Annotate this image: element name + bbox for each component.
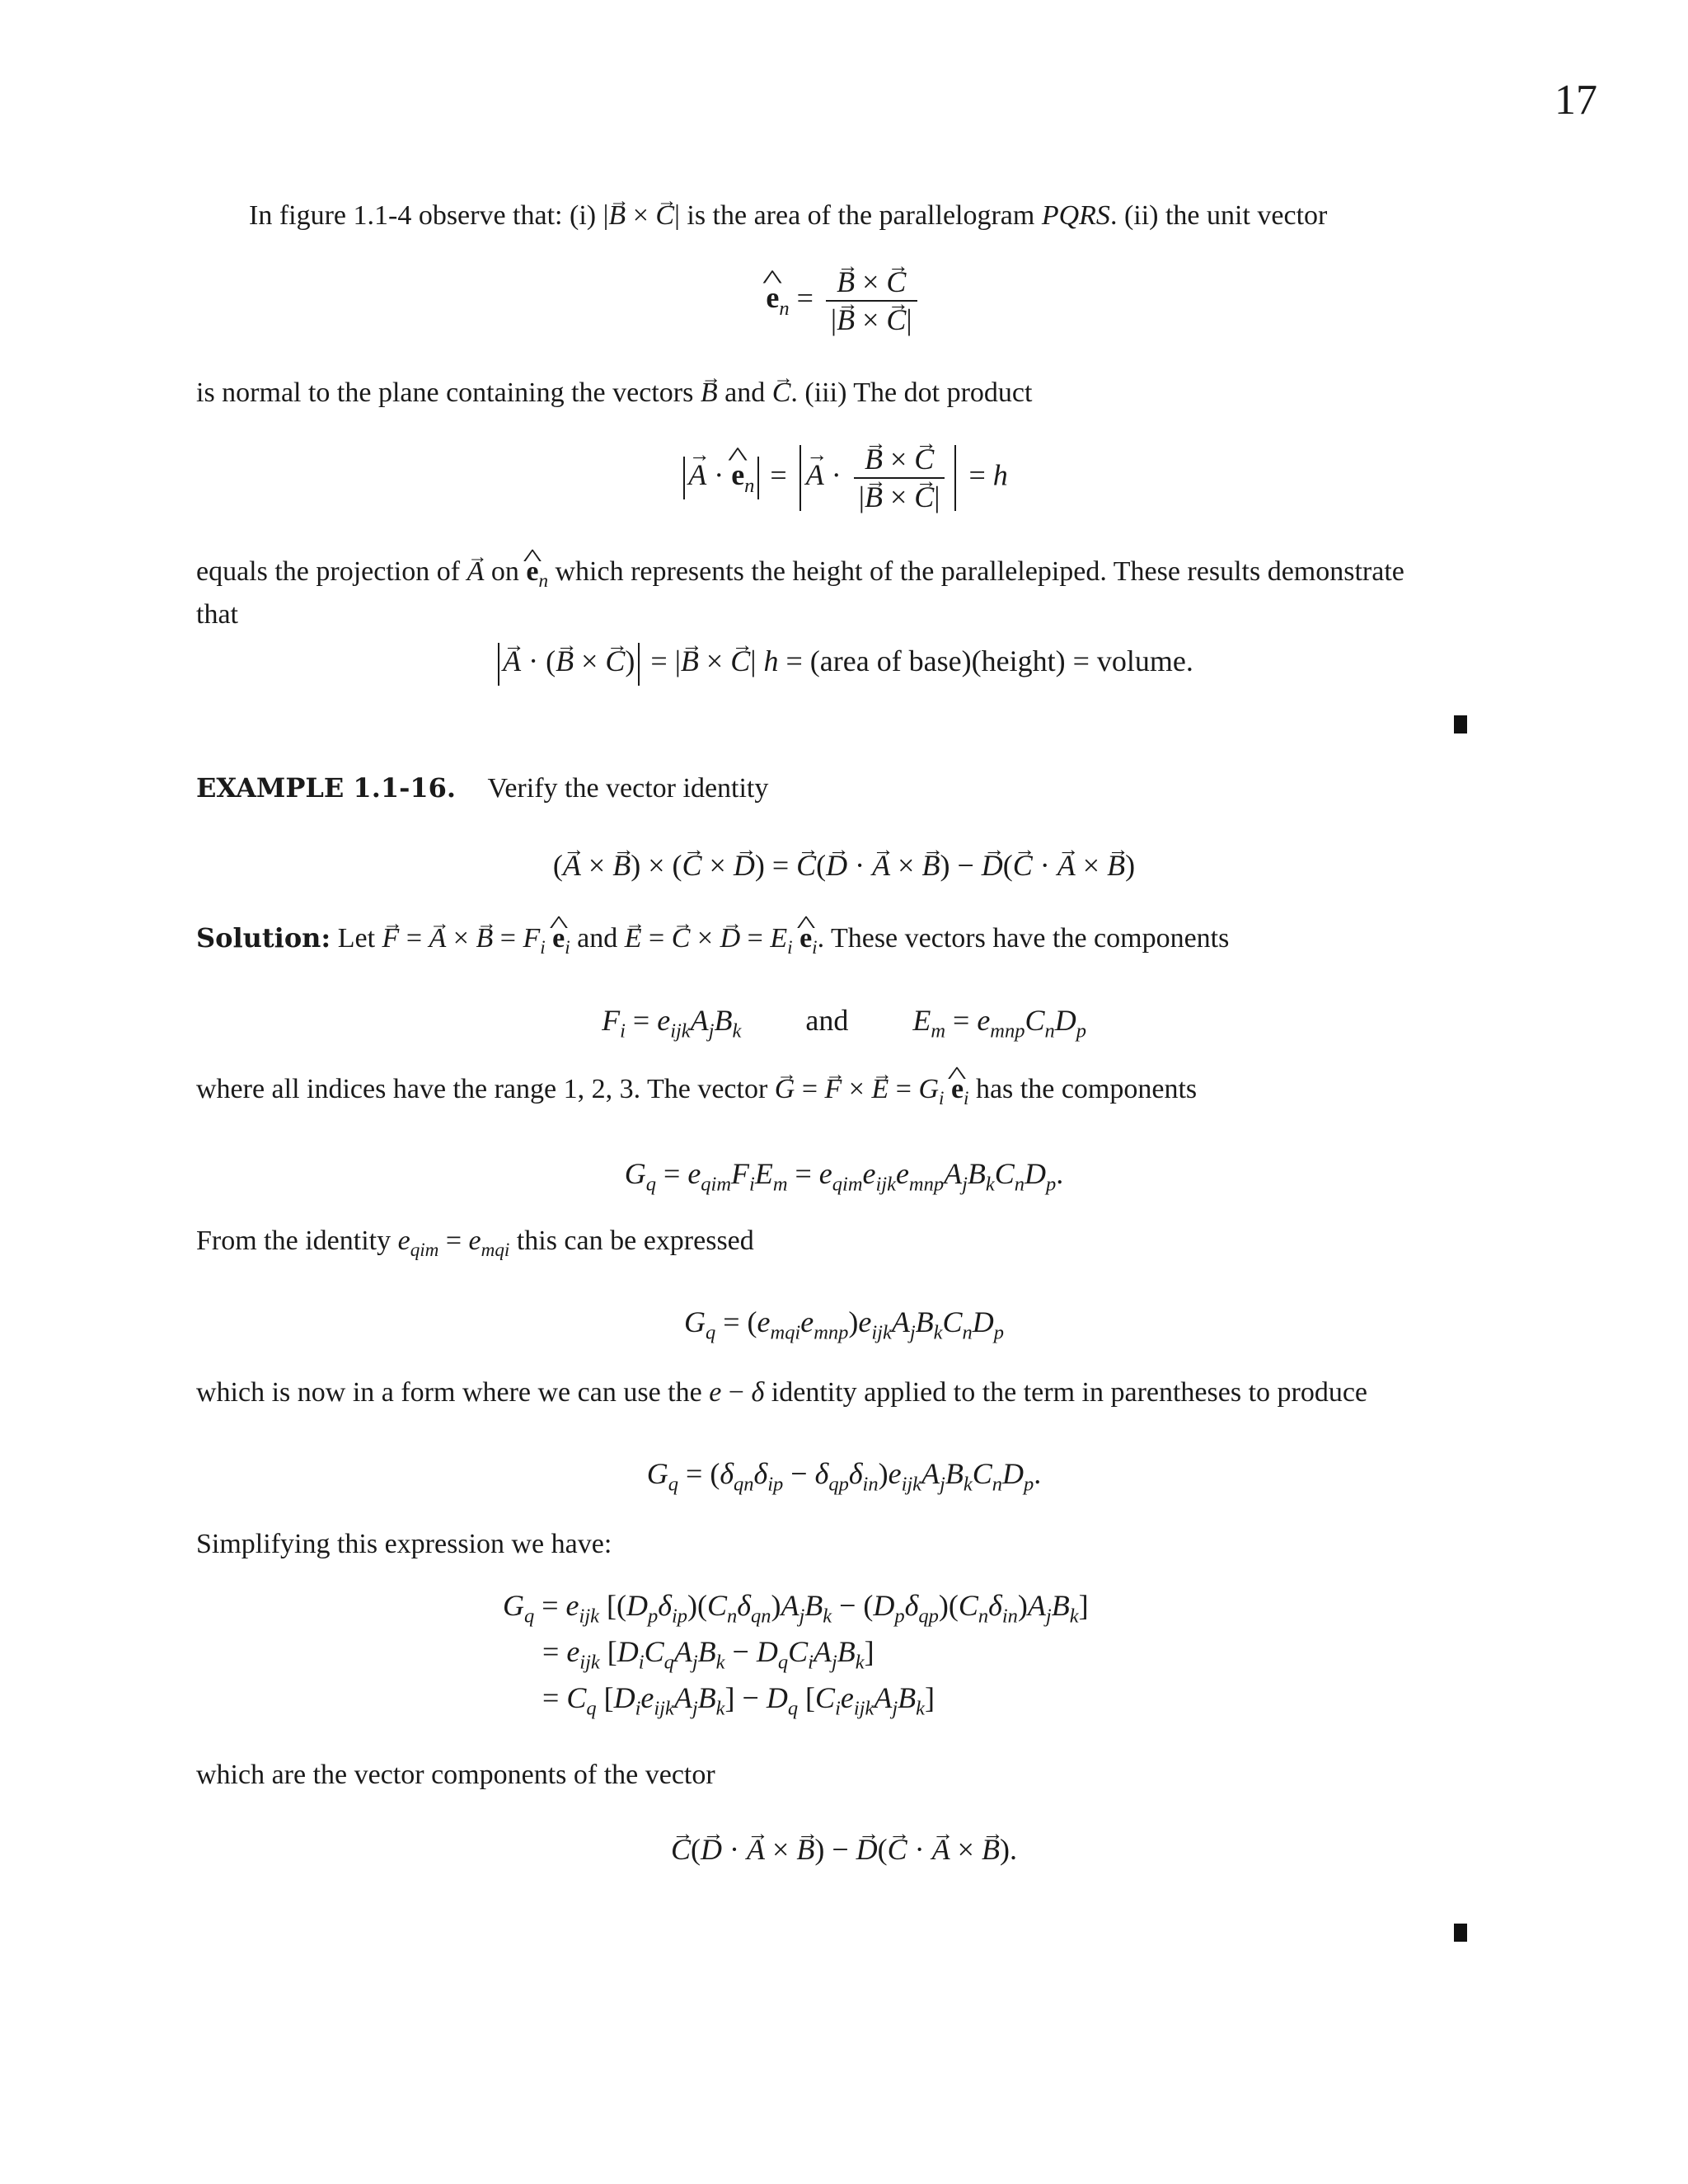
aligned-row-3: = $C_q$ $[D_ie_{ijk}A_jB_k] - D_q$ $[C_ie_{ijk}A_jB_k]$ bbox=[542, 1681, 935, 1720]
page-number: 17 bbox=[1554, 77, 1597, 124]
paragraph-simplifying: Simplifying this expression we have: bbox=[196, 1529, 612, 1559]
equation-gq-3: $G_q = (\delta_{qn}\delta_{ip} - \delta_{qp}\delta_{in})e_{ijk}A_jB_kC_nD_p$. bbox=[646, 1457, 1042, 1496]
equation-volume: → A · (→ B × → C) = |→ B × → C| h = (area of base)(height) = volume. bbox=[0, 636, 1688, 686]
aligned-row-1: $G_q = e_{ijk}$ $[(D_p\delta_{ip})(C_n\delta_{qn})A_jB_k - (D_p\delta_{qp})(C_n\delta_{in})A_jB_k]$ bbox=[503, 1589, 1089, 1628]
qed-mark-final bbox=[1454, 1924, 1467, 1942]
example-heading: EXAMPLE 1.1-16. Verify the vector identity bbox=[196, 772, 769, 804]
equation-identity: (→ A × → B) × (→ C × → D) = → C(→ D · → A × → B) − → D(→ C · → A × → B) bbox=[0, 842, 1688, 888]
paragraph-identity: From the identity $e_{qim} = e_{mqi}$ this can be expressed bbox=[196, 1226, 754, 1262]
qed-mark bbox=[1454, 715, 1467, 733]
equation-aligned bbox=[503, 1582, 1089, 1721]
aligned-row-2: = $e_{ijk}$ $[D_iC_qA_jB_k - D_qC_iA_jB_k]$ bbox=[542, 1635, 874, 1674]
paragraph-projection: equals the projection of → A on ^ $e_n$ which represents the height of the parallelepiped. These results demonstrate bbox=[196, 554, 1404, 590]
equation-final: → C(→ D · → A × → B) − → D(→ C · → A × → B). bbox=[0, 1826, 1688, 1872]
equation-components: $F_i = e_{ijk}A_jB_k$ and $E_m = e_{mnp}C_nD_p$ bbox=[602, 1004, 1086, 1043]
paragraph-that: that bbox=[196, 599, 238, 630]
paragraph-range: where all indices have the range 1, 2, 3. The vector → G = → F × → $E = G_i$ ^ $e_i$ has the components bbox=[196, 1071, 1197, 1108]
equation-gq-1: $G_q = e_{qim}F_iE_m = e_{qim}e_{ijk}e_{mnp}A_jB_kC_nD_p$. bbox=[624, 1157, 1064, 1196]
paragraph-vector-components: which are the vector components of the vector bbox=[196, 1760, 715, 1790]
paragraph-e-delta: which is now in a form where we can use the e − δ identity applied to the term in parentheses to produce bbox=[196, 1377, 1368, 1408]
paragraph-intro: In figure 1.1-4 observe that: (i) |→ B × → C| is the area of the parallelogram PQRS. (ii) the unit vector bbox=[249, 198, 1327, 234]
solution-line: Solution: Let → F = → A × → $B = F_i$ ^ $e_i$ and → E = → C × → $D = E_i$ ^ $e_i$. These vectors have the components bbox=[196, 920, 1229, 957]
equation-unit-normal: ^ $e_n$ = → $\frac{B \times \to C}{|\to B \times \to C|}$ bbox=[0, 264, 1688, 338]
equation-dot-product: → A · ^ $e_n$ = → A · → $\frac{B \times \to C}{|\to B \times \to C|}$ = h bbox=[0, 441, 1688, 515]
paragraph-normal: is normal to the plane containing the vectors → B and → C. (iii) The dot product bbox=[196, 375, 1032, 411]
equation-gq-2: $G_q = (e_{mqi}e_{mnp})e_{ijk}A_jB_kC_nD_p$ bbox=[684, 1305, 1004, 1344]
